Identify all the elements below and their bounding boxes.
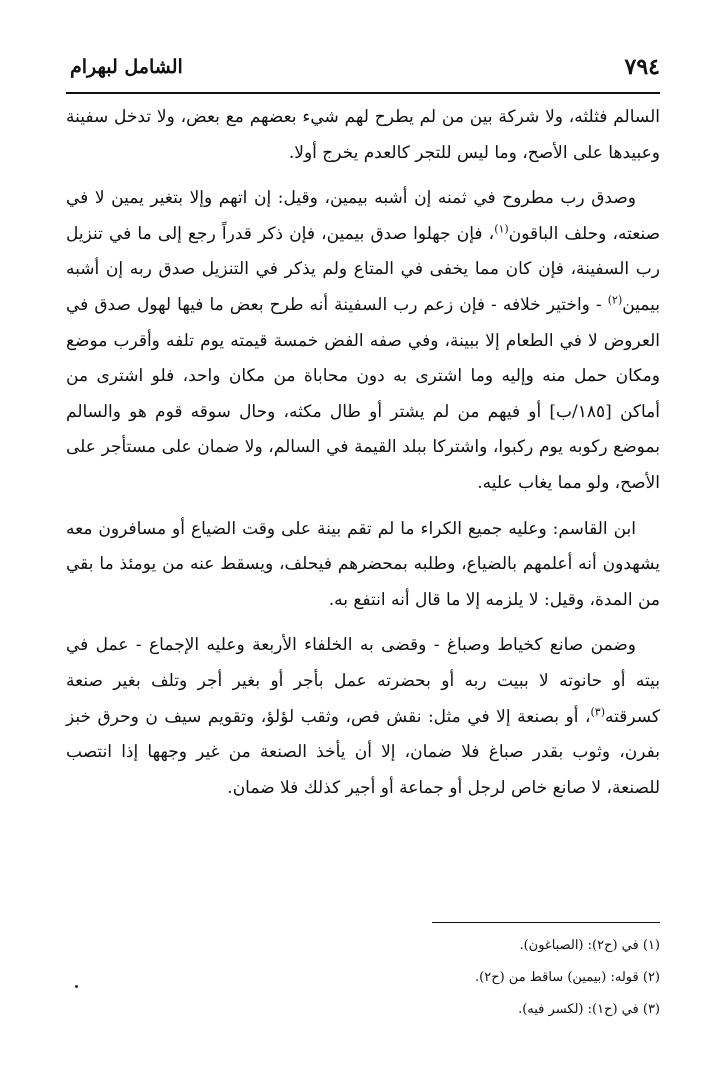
scan-speck <box>75 985 78 988</box>
footnote-rule <box>432 922 660 923</box>
footnotes <box>66 930 660 1026</box>
footnote: (٣) في (ح١): (لكسر فيه). <box>518 1002 660 1017</box>
footnote-ref: (٢) <box>607 293 623 307</box>
footnote-ref: (١) <box>494 222 509 236</box>
running-title: الشامل لبهرام <box>70 56 183 78</box>
paragraph <box>66 181 660 501</box>
text-segment: السالم فثلثه، ولا شركة بين من لم يطرح لهم شيء بعضهم مع بعض، ولا تدخل سفينة وعبيدها على الأصح، وما ليس للتجر كالعدم يخرج أولا. <box>66 107 660 163</box>
paragraph <box>66 100 660 171</box>
page-header <box>70 50 660 92</box>
paragraph <box>66 512 660 619</box>
text-segment: وضمن صانع كخياط وصباغ - وقضى به الخلفاء الأربعة وعليه الإجماع - عمل في بيته أو حانوته لا ببيت ربه أو بحضرته عمل بأجر أو بغير أجر وتلف بغير صنعة كسرقته <box>66 635 660 727</box>
text-segment: ، أو بصنعة إلا في مثل: نقش فص، وثقب لؤلؤ، وتقويم سيف ن وحرق خبز بفرن، وثوب بقدر صباغ فلا ضمان، إلا أن يأخذ الصنعة من غير وجهها إذا انتصب للصنعة، لا صانع خاص لرجل أو جماعة أو أجير كذلك فلا ضمان. <box>66 706 660 798</box>
main-text <box>66 100 660 816</box>
text-segment: - واختير خلافه - فإن زعم رب السفينة أنه طرح بعض ما فيها لهول صدق في العروض لا في الطعام إلا ببينة، وفي صفه الفض خمسة قيمته يوم تلفه وأقرب موضع ومكان حمل منه وإليه وما اشترى به دون محاباة من مكان واحد، فلو اشترى من أماكن [١٨٥/ب] أو فيهم من لم يشتر أو طال مكثه، وحال سوقه قوم هو والسالم بموضع ركوبه يوم ركبوا، واشتركا ببلد القيمة في السالم، ولا ضمان على مستأجر على الأصح، ولو مما يغاب عليه. <box>66 294 660 493</box>
text-segment: ابن القاسم: وعليه جميع الكراء ما لم تقم بينة على وقت الضياع أو مسافرون معه يشهدون أنه أعلمهم بالضياع، وطلبه بمحضرهم فيحلف، ويسقط عنه من يومئذ ما بقي من المدة، وقيل: لا يلزمه إلا ما قال أنه انتفع به. <box>66 518 660 610</box>
paragraph <box>66 628 660 806</box>
footnote-ref: (٣) <box>590 704 605 718</box>
page-number: ٧٩٤ <box>624 54 660 80</box>
text-segment: ، فإن جهلوا صدق بيمين، فإن ذكر قدراً رجع إلى ما في تنزيل رب السفينة، فإن كان مما يخفى في المتاع ولم يذكر في التنزيل صدق ربه إن أشبه بيمين <box>66 223 660 315</box>
footnote: (١) في (ح٢): (الصباغون). <box>519 938 660 953</box>
text-segment: وصدق رب مطروح في ثمنه إن أشبه بيمين، وقيل: إن اتهم وإلا بتغير يمين لا في صنعته، وحلف الباقون <box>66 188 661 244</box>
footnote: (٢) قوله: (بيمين) ساقط من (ح٢). <box>475 970 660 985</box>
header-rule <box>66 92 660 94</box>
